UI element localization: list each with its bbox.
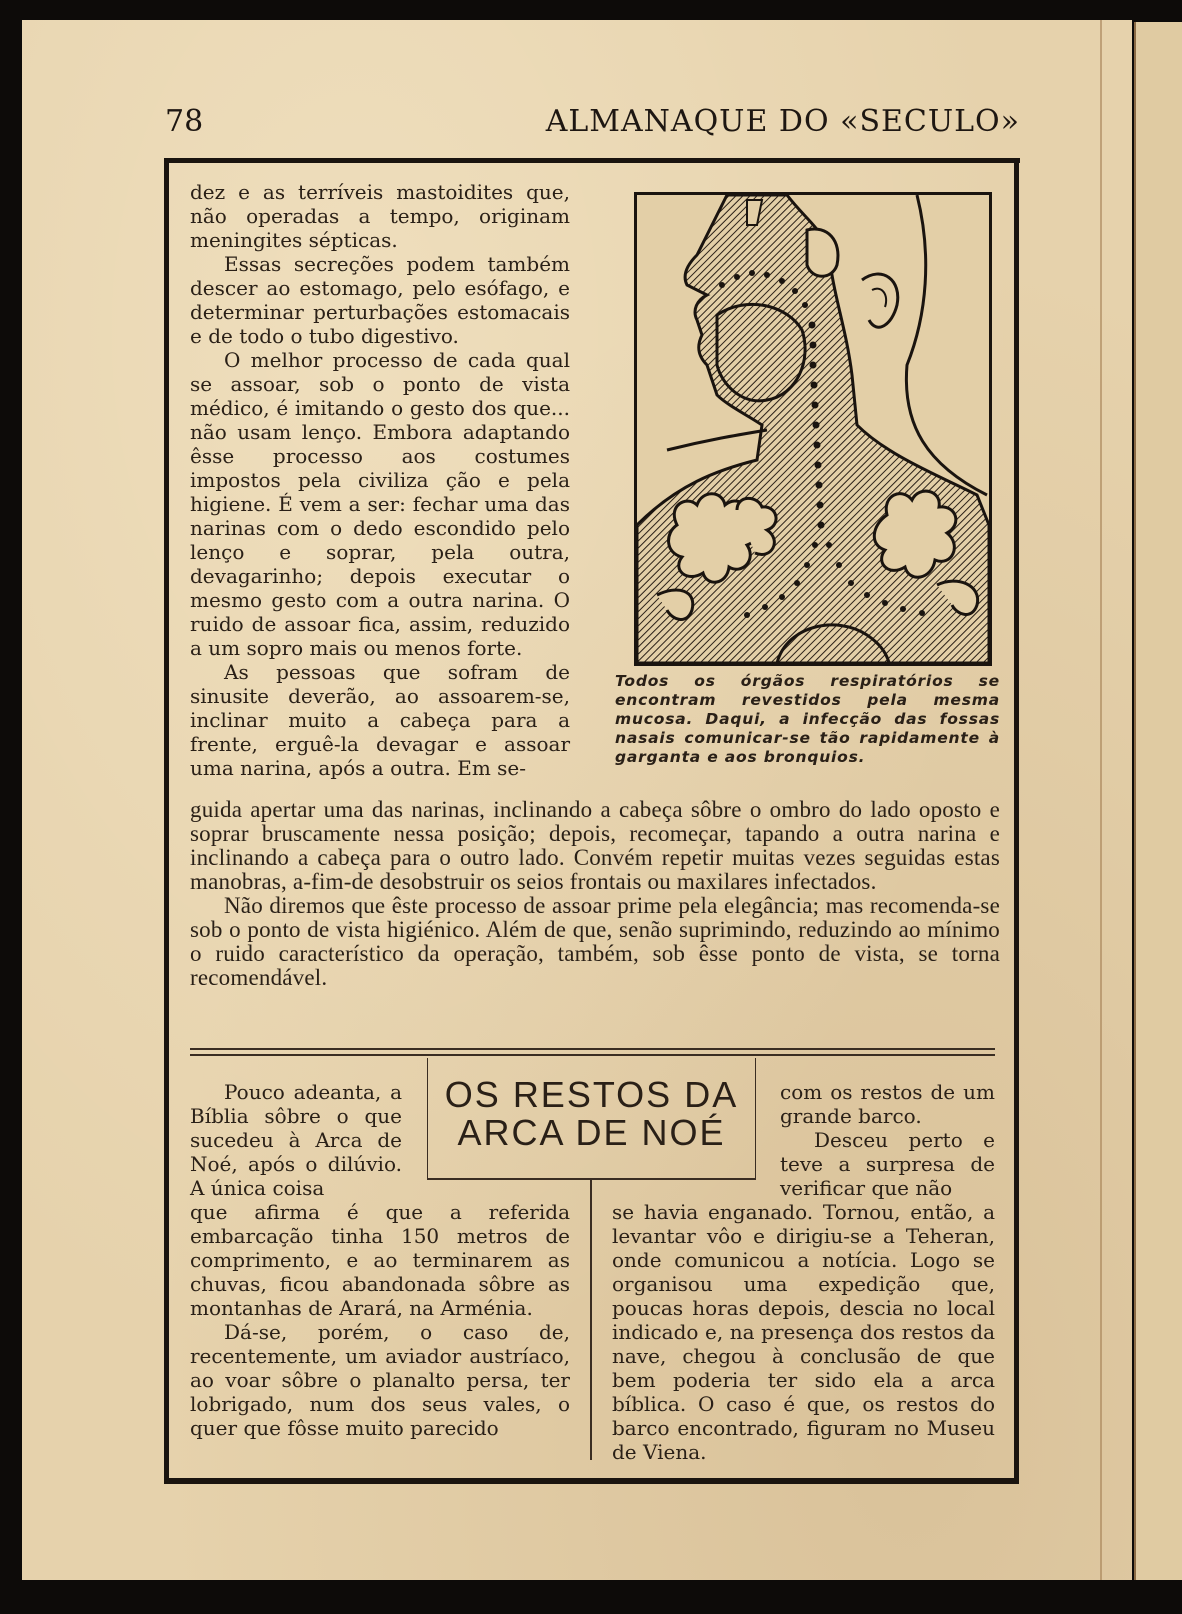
frame-rule-left: [164, 158, 169, 1483]
article1-column: [190, 180, 570, 780]
paragraph: que afirma é que a referida embarcação tinha 150 metros de comprimento, e ao terminarem as chuvas, ficou abandonada sôbre as montanhas de Arará, na Arménia.: [190, 1200, 570, 1320]
article2-left-column: [190, 1200, 570, 1440]
paragraph: Pouco adeanta, a Bíblia sôbre o que sucedeu à Arca de Noé, após o dilúvio. A única coisa: [190, 1080, 402, 1200]
paragraph: dez e as terríveis mastoidites que, não operadas a tempo, originam meningites sépticas.: [190, 180, 570, 252]
article-title: [428, 1076, 755, 1152]
page-number: 78: [165, 104, 204, 139]
paragraph: O melhor processo de cada qual se assoar, sob o ponto de vista médico, é imitando o gesto dos que... não usam lenço. Embora adaptando êsse processo aos costumes impostos pela civiliza ção e pela higiene. É vem a ser: fechar uma das narinas com o dedo escondido pelo lenço e soprar, pela outra, devagarinho; depois executar o mesmo gesto com a outra narina. O ruido de assoar fica, assim, reduzido a um sopro mais ou menos forte.: [190, 348, 570, 660]
frame-rule-bottom: [164, 1478, 1019, 1484]
article2-right-intro: [780, 1080, 995, 1200]
paragraph: Não diremos que êste processo de assoar prime pela elegância; mas recomenda-se sob o ponto de vista higiénico. Além de que, senão suprimindo, reduzindo ao mínimo o ruido característico da operação, também, sob êsse ponto de vista, se torna recomendável.: [190, 893, 1000, 990]
running-title: ALMANAQUE DO «SECULO»: [545, 104, 1020, 139]
figure-caption: Todos os órgãos respiratórios se encontram revestidos pela mesma mucosa. Daqui, a infecção das fossas nasais comunicar-se tão rapidamente à garganta e aos bronquios.: [615, 672, 1000, 766]
paragraph: Essas secreções podem também descer ao estomago, pelo esófago, e determinar perturbações estomacais e de todo o tubo digestivo.: [190, 252, 570, 348]
article2-title-box: [427, 1058, 756, 1180]
paragraph: As pessoas que sofram de sinusite deverão, ao assoarem-se, inclinar muito a cabeça para a frente, erguê-la devagar e assoar uma narina, após a outra. Em se-: [190, 660, 570, 780]
section-separator-rule: [190, 1054, 995, 1056]
respiratory-system-icon: [637, 195, 989, 663]
paragraph: guida apertar uma das narinas, inclinando a cabeça sôbre o ombro do lado oposto e soprar bruscamente nessa posição; depois, recomeçar, tapando a outra narina e inclinando a cabeça para o outro lado. Convém repetir muitas vezes seguidas estas manobras, a-fim-de desobstruir os seios frontais ou maxilares infectados.: [190, 797, 1000, 894]
title-line: OS RESTOS DA: [444, 1074, 739, 1115]
title-line: ARCA DE NOÉ: [457, 1112, 726, 1153]
paragraph: Dá-se, porém, o caso de, recentemente, um aviador austríaco, ao voar sôbre o planalto persa, ter lobrigado, num dos seus vales, o quer que fôsse muito parecido: [190, 1320, 570, 1440]
page-fold-line: [1100, 20, 1102, 1580]
frame-rule-top: [168, 158, 1020, 163]
article2-right-column: [612, 1200, 995, 1464]
section-separator-rule: [190, 1048, 995, 1050]
paragraph: com os restos de um grande barco.: [780, 1080, 995, 1128]
adjacent-page-edge: [1134, 22, 1182, 1582]
frame-rule-right: [1014, 158, 1019, 1483]
column-divider: [590, 1180, 592, 1460]
paragraph: se havia enganado. Tornou, então, a levantar vôo e dirigiu-se a Teheran, onde comunicou a notícia. Logo se organisou uma expedição que, poucas horas depois, descia no local indicado e, na presença dos restos da nave, chegou à conclusão de que bem poderia ter sido ela a arca bíblica. O caso é que, os restos do barco encontrado, figuram no Museu de Viena.: [612, 1200, 995, 1464]
paragraph: Desceu perto e teve a surpresa de verificar que não: [780, 1128, 995, 1200]
article1-continuation: [190, 798, 1000, 990]
respiratory-illustration: [634, 192, 992, 666]
article2-left-intro: [190, 1080, 402, 1200]
scan-background: [0, 1580, 1182, 1614]
page-header: [165, 100, 1020, 144]
